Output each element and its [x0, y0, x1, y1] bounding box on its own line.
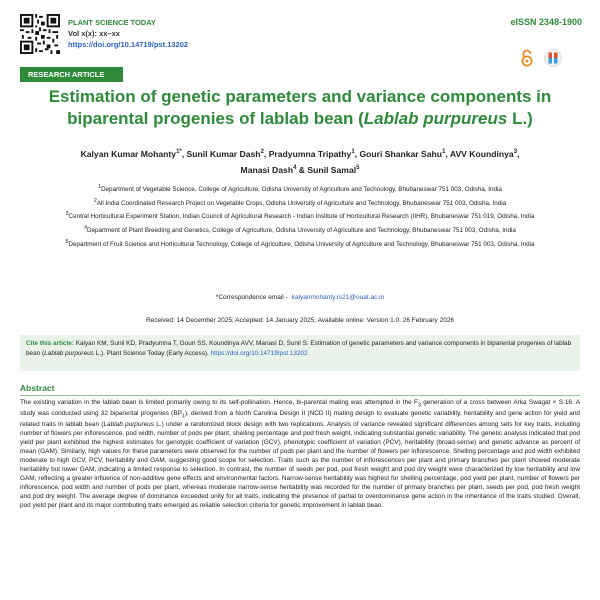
citation-label: Cite this article:: [26, 340, 74, 347]
affiliation-text: All India Coordinated Research Project on Vegetable Crops, Odisha University of Agriculture and Technology, Bhubaneswar 751 003, Odisha, India: [96, 199, 507, 207]
author-name: Kalyan Kumar Mohanty: [80, 148, 177, 159]
citation-box: [20, 335, 580, 371]
title-species: Lablab purpureus: [363, 109, 508, 128]
journal-name: PLANT SCIENCE TODAY: [68, 18, 156, 27]
author-name: Sunil Kumar Dash: [186, 148, 261, 159]
correspondence-label: *Correspondence email -: [215, 294, 288, 301]
title-main: Estimation of genetic parameters and variance components in biparental progenies of lablab bean (: [48, 87, 552, 128]
author-name: AVV Koundinya: [449, 148, 514, 159]
author-list: Kalyan Kumar Mohanty$^{1*}$, Sunil Kumar Dash$^2$, Pradyumna Tripathy$^1$, Gouri Shankar Sahu$^1$, AVV Koundinya$^3$, Manasi Dash$^4$ & Sunil Samal$^5$: [80, 148, 520, 175]
journal-volume: Vol x(x): xx–xx: [68, 29, 120, 38]
affiliation-list: [20, 183, 580, 249]
author-sup: 3: [513, 149, 518, 155]
affiliation-text: Department of Plant Breeding and Genetics, College of Agriculture, Odisha University of Agriculture and Technology, Bhubaneswar 751 003, Odisha, India: [87, 227, 516, 235]
author-sup: 1*: [176, 149, 182, 155]
author-name: Manasi Dash: [240, 164, 294, 175]
affiliation-text: Central Horticultural Experiment Station, Indian Council of Agricultural Research - Indian Institute of Horticultural Research (IIHR), Bhubaneswar 751 019, Odisha, India: [68, 213, 535, 221]
journal-info: [68, 17, 188, 50]
affiliation-sup: 3: [65, 211, 69, 218]
citation-text: Kalyan KM, Sunil KD, Pradyumna T, Gouri SS, Koundinya AVV, Manasi D, Sunil S. Estimation of genetic parameters and variance components in biparental progenies of lablab bean (: [26, 340, 572, 357]
citation-species: Lablab purpureus: [44, 349, 94, 357]
citation-doi-link[interactable]: https://doi.org/10.14719/pst.13202: [210, 349, 308, 357]
abstract-part: ), derived from a North Carolina Design II (NCD II) mating design to evaluate genetic variability, heritability and gene action for yield and related traits in lablab bean (: [20, 410, 580, 429]
affiliation-item: [20, 197, 580, 209]
citation-text-end: L.). Plant Science Today (Early Access).: [93, 349, 211, 357]
open-access-icon[interactable]: [520, 49, 534, 67]
author-sup: 5: [356, 164, 360, 171]
affiliation-sup: 2: [93, 197, 97, 204]
crossmark-icon[interactable]: [544, 49, 562, 67]
affiliation-sup: 5: [65, 238, 69, 245]
author-name: Gouri Shankar Sahu: [359, 148, 443, 159]
affiliation-sup: 4: [84, 225, 87, 232]
article-type-banner: RESEARCH ARTICLE: [20, 67, 123, 82]
author-sup: 1: [351, 149, 355, 155]
abstract-heading: Abstract: [20, 383, 55, 393]
affiliation-item: [20, 238, 580, 250]
correspondence: [20, 294, 580, 301]
abstract-subscript: 1: [181, 413, 185, 420]
abstract-part: generation of a cross between Arka Swagat × S.16. A study was conducted using 32 biparental progenies (BP: [20, 399, 580, 418]
title-suffix: L.): [507, 109, 533, 128]
abstract-species: Lablab purpureus: [103, 421, 154, 429]
abstract-part: The existing variation in the lablab bean is limited primarily owing to its self-pollination. Hence, bi-parental mating was attempted in the F: [20, 399, 418, 406]
author-sup: 1: [442, 149, 446, 155]
affiliation-item: [20, 210, 580, 222]
doi-link[interactable]: https://doi.org/10.14719/pst.13202: [68, 40, 189, 49]
eissn: eISSN 2348-1900: [510, 17, 582, 27]
abstract-text: [20, 399, 580, 511]
article-dates: Received: 14 December 2025; Accepted: 14 January 2025; Available online: Version 1.0: 26 February 2026: [145, 317, 455, 324]
affiliation-item: [20, 224, 580, 236]
correspondence-email[interactable]: kalyanmohanty.rs21@ouat.ac.in: [291, 294, 385, 301]
affiliation-sup: 1: [98, 184, 101, 190]
qr-code-icon[interactable]: [20, 14, 60, 54]
affiliation-text: Department of Vegetable Science, College of Agriculture, Odisha University of Agriculture and Technology, Bhubaneswar 751 003, Odisha, India: [101, 186, 502, 194]
author-sup: 2: [260, 149, 264, 155]
author-name: Pradyumna Tripathy: [268, 148, 352, 159]
article-title: [20, 86, 580, 130]
abstract-subscript: 3: [417, 402, 421, 409]
abstract-part: L.) under a randomized block design with two replications. Analysis of variance revealed significant differences among sets for key traits, including number of flowers per inflorescence, pod width, number of pods per plant, shelling percentage and pod fresh weight, indicating substantial genetic variability. The genetic analysis indicated that pod yield per plant exhibited the highest estimates for genotypic coefficient of variation (GCV), phenotypic coefficient of variation (PCV), heritability (broad-sense) and genetic advance as percent of mean (GAM). Similarly, high values for these parameters were observed for the number of pods per plant and the number of flowers per inflorescence. Shelling percentage and pod width exhibited moderate to high GCV, PCV, heritability and GAM, suggesting good scope for selection. Traits such as the number of inflorescences per plant and primary branches per plant showed moderate heritability but lower GAM, indicating a limited response to selection. In contrast, the number of seeds per pod, pod fresh weight and pod dry weight were characterized by low heritability and low GAM, reflecting a greater influence of non-additive gene effects and environmental factors. Narrow-sense heritability was highest for shelling percentage, pod yield per plant, number of flowers per inflorescence, pod width and number of pods per plant, whereas moderate narrow-sense heritability was recorded for the number of primary branches per plant, seeds per pod, pod fresh weight and pod dry weight. The average degree of dominance exceeded unity for all traits, indicating the presence of partial to overdominance gene action in the inheritance of the traits studied. Overall, pod yield per plant and its major contributing traits emerged as reliable selection criteria for genetic improvement in lablab bean.: [20, 421, 581, 510]
affiliation-text: Department of Fruit Science and Horticultural Technology, College of Agriculture, Odisha University of Agriculture and Technology, Bhubaneswar 751 003, Odisha, India: [68, 240, 535, 248]
author-name: Sunil Samal: [307, 164, 357, 175]
abstract-divider: [20, 395, 580, 396]
author-sup: 4: [293, 164, 297, 171]
affiliation-item: [20, 183, 580, 195]
